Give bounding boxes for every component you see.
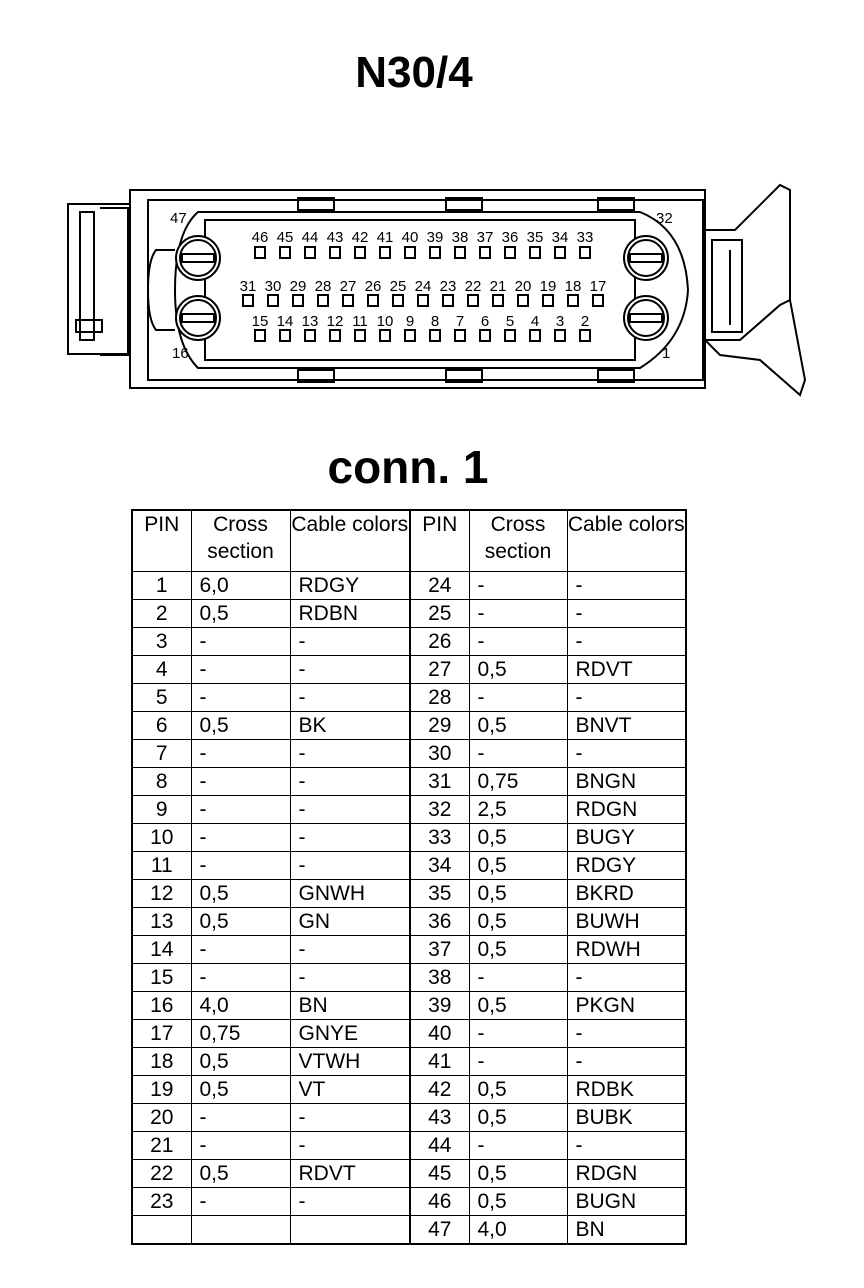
pin-contact xyxy=(330,330,340,341)
cell-cable-color: RDGY xyxy=(567,852,686,880)
table-row xyxy=(132,712,686,740)
cell-cable-color: RDGN xyxy=(567,796,686,824)
pin-contact xyxy=(430,330,440,341)
cell-cross-section: - xyxy=(469,684,567,712)
table-row xyxy=(132,684,686,712)
cell-cable-color: - xyxy=(567,1132,686,1160)
table-row xyxy=(132,1160,686,1188)
cell-cross-section: 0,5 xyxy=(469,824,567,852)
header-cable-colors: Cable colors xyxy=(567,510,686,572)
cell-cable-color: GNYE xyxy=(290,1020,410,1048)
cell-cross-section xyxy=(191,1216,290,1245)
pin-number-label: 12 xyxy=(326,313,344,330)
pin-contact xyxy=(393,295,403,306)
cell-pin xyxy=(132,1216,191,1245)
cell-pin: 26 xyxy=(410,628,469,656)
header-cross-section: Cross section xyxy=(469,510,567,572)
pin-contact xyxy=(380,247,390,258)
pin-number-label: 27 xyxy=(339,278,357,295)
cell-cable-color: - xyxy=(290,796,410,824)
table-row xyxy=(132,992,686,1020)
cell-pin: 23 xyxy=(132,1188,191,1216)
cell-cable-color: BNGN xyxy=(567,768,686,796)
pin-number-label: 38 xyxy=(451,229,469,246)
header-cable-colors: Cable colors xyxy=(290,510,410,572)
cell-cable-color: - xyxy=(567,964,686,992)
pin-number-label: 40 xyxy=(401,229,419,246)
cell-cross-section: 0,5 xyxy=(469,712,567,740)
cell-pin: 10 xyxy=(132,824,191,852)
cell-pin: 28 xyxy=(410,684,469,712)
cell-cable-color: - xyxy=(290,964,410,992)
cell-cross-section: 4,0 xyxy=(191,992,290,1020)
cell-pin: 12 xyxy=(132,880,191,908)
corner-label-1: 1 xyxy=(662,345,671,362)
cell-cable-color: - xyxy=(290,1104,410,1132)
pin-number-label: 28 xyxy=(314,278,332,295)
cell-cable-color: - xyxy=(290,656,410,684)
pin-contact xyxy=(443,295,453,306)
cell-cross-section: - xyxy=(191,1132,290,1160)
cell-pin: 7 xyxy=(132,740,191,768)
cell-pin: 6 xyxy=(132,712,191,740)
pin-number-label: 37 xyxy=(476,229,494,246)
table-row xyxy=(132,796,686,824)
cell-pin: 32 xyxy=(410,796,469,824)
cell-cable-color: - xyxy=(567,740,686,768)
cell-cable-color: - xyxy=(290,1132,410,1160)
cell-cross-section: - xyxy=(469,600,567,628)
cell-cable-color: BUGN xyxy=(567,1188,686,1216)
cell-cable-color: - xyxy=(567,1048,686,1076)
cell-pin: 8 xyxy=(132,768,191,796)
cell-cross-section: 0,5 xyxy=(191,908,290,936)
pin-number-label: 17 xyxy=(589,278,607,295)
cell-cross-section: 6,0 xyxy=(191,572,290,600)
pin-contact xyxy=(305,247,315,258)
pin-number-label: 21 xyxy=(489,278,507,295)
cell-cable-color: BN xyxy=(567,1216,686,1245)
pin-number-label: 29 xyxy=(289,278,307,295)
pin-number-label: 42 xyxy=(351,229,369,246)
pin-contact xyxy=(430,247,440,258)
pin-number-label: 35 xyxy=(526,229,544,246)
cell-pin: 18 xyxy=(132,1048,191,1076)
pin-contact xyxy=(255,330,265,341)
cell-cross-section: - xyxy=(191,796,290,824)
cell-cable-color: RDGY xyxy=(290,572,410,600)
pin-contact xyxy=(255,247,265,258)
cell-cable-color: - xyxy=(567,628,686,656)
cell-cable-color: RDBK xyxy=(567,1076,686,1104)
cell-cable-color: VT xyxy=(290,1076,410,1104)
cell-cross-section: 0,5 xyxy=(191,1076,290,1104)
header-pin: PIN xyxy=(410,510,469,572)
pin-contact xyxy=(568,295,578,306)
table-row xyxy=(132,936,686,964)
cell-cable-color: PKGN xyxy=(567,992,686,1020)
cell-pin: 39 xyxy=(410,992,469,1020)
pin-contact xyxy=(468,295,478,306)
cell-cross-section: - xyxy=(469,572,567,600)
pin-contact xyxy=(580,247,590,258)
pin-contact xyxy=(543,295,553,306)
cell-cable-color: RDVT xyxy=(290,1160,410,1188)
pin-contact xyxy=(480,330,490,341)
pin-number-label: 26 xyxy=(364,278,382,295)
pin-number-label: 6 xyxy=(480,313,490,330)
pin-number-label: 13 xyxy=(301,313,319,330)
pin-number-label: 34 xyxy=(551,229,569,246)
cell-pin: 17 xyxy=(132,1020,191,1048)
pin-contact xyxy=(493,295,503,306)
header-pin: PIN xyxy=(132,510,191,572)
pin-contact xyxy=(530,330,540,341)
cell-cross-section: - xyxy=(469,740,567,768)
cell-cross-section: 0,5 xyxy=(469,936,567,964)
corner-label-32: 32 xyxy=(656,210,673,227)
pin-number-label: 8 xyxy=(430,313,440,330)
cell-cable-color: BUBK xyxy=(567,1104,686,1132)
cell-pin: 4 xyxy=(132,656,191,684)
pin-number-label: 45 xyxy=(276,229,294,246)
cell-cable-color: RDGN xyxy=(567,1160,686,1188)
cell-pin: 45 xyxy=(410,1160,469,1188)
pin-contact xyxy=(305,330,315,341)
cell-cross-section: 0,5 xyxy=(191,1160,290,1188)
pin-contact xyxy=(280,330,290,341)
cell-pin: 19 xyxy=(132,1076,191,1104)
pin-number-label: 2 xyxy=(580,313,590,330)
cell-cross-section: - xyxy=(469,964,567,992)
pin-contact xyxy=(405,247,415,258)
pin-number-label: 15 xyxy=(251,313,269,330)
pin-contact xyxy=(380,330,390,341)
table-row xyxy=(132,964,686,992)
pin-number-label: 31 xyxy=(239,278,257,295)
cell-pin: 36 xyxy=(410,908,469,936)
cell-cable-color xyxy=(290,1216,410,1245)
pin-contact xyxy=(455,247,465,258)
cell-pin: 31 xyxy=(410,768,469,796)
pin-contact xyxy=(455,330,465,341)
cell-cross-section: - xyxy=(191,656,290,684)
corner-label-16: 16 xyxy=(172,345,189,362)
cell-cable-color: BN xyxy=(290,992,410,1020)
cell-cable-color: RDBN xyxy=(290,600,410,628)
cell-pin: 1 xyxy=(132,572,191,600)
cell-cable-color: - xyxy=(290,684,410,712)
cell-cable-color: - xyxy=(290,628,410,656)
cell-cross-section: 0,5 xyxy=(469,992,567,1020)
table-row xyxy=(132,768,686,796)
cell-cross-section: - xyxy=(469,1132,567,1160)
cell-cross-section: - xyxy=(191,936,290,964)
cell-cross-section: 0,5 xyxy=(469,656,567,684)
table-row xyxy=(132,852,686,880)
pin-number-label: 19 xyxy=(539,278,557,295)
pin-number-label: 11 xyxy=(352,313,368,330)
pin-contact xyxy=(505,247,515,258)
pin-contact xyxy=(593,295,603,306)
cell-pin: 38 xyxy=(410,964,469,992)
header-cross-section: Cross section xyxy=(191,510,290,572)
cell-cross-section: 0,75 xyxy=(469,768,567,796)
cell-cross-section: - xyxy=(191,628,290,656)
cell-cable-color: BUWH xyxy=(567,908,686,936)
cell-cross-section: 0,5 xyxy=(191,1048,290,1076)
table-row xyxy=(132,600,686,628)
cell-cross-section: 0,75 xyxy=(191,1020,290,1048)
cell-pin: 2 xyxy=(132,600,191,628)
pin-number-label: 25 xyxy=(389,278,407,295)
cell-pin: 43 xyxy=(410,1104,469,1132)
pin-contact xyxy=(368,295,378,306)
cell-pin: 5 xyxy=(132,684,191,712)
pin-number-label: 43 xyxy=(326,229,344,246)
cell-cross-section: - xyxy=(191,1188,290,1216)
table-row xyxy=(132,824,686,852)
table-row xyxy=(132,1216,686,1245)
table-row xyxy=(132,1020,686,1048)
cell-cross-section: 0,5 xyxy=(469,880,567,908)
cell-pin: 16 xyxy=(132,992,191,1020)
cell-pin: 25 xyxy=(410,600,469,628)
pin-contact xyxy=(355,247,365,258)
cell-pin: 46 xyxy=(410,1188,469,1216)
cell-cable-color: GNWH xyxy=(290,880,410,908)
cell-cable-color: BNVT xyxy=(567,712,686,740)
cell-cable-color: - xyxy=(290,852,410,880)
cell-pin: 37 xyxy=(410,936,469,964)
cell-pin: 35 xyxy=(410,880,469,908)
pin-number-label: 18 xyxy=(564,278,582,295)
pin-number-label: 5 xyxy=(505,313,515,330)
table-row xyxy=(132,656,686,684)
cell-pin: 3 xyxy=(132,628,191,656)
cell-pin: 29 xyxy=(410,712,469,740)
pin-contact xyxy=(555,330,565,341)
pin-contact xyxy=(280,247,290,258)
cell-cross-section: 2,5 xyxy=(469,796,567,824)
pin-contact xyxy=(268,295,278,306)
cell-pin: 9 xyxy=(132,796,191,824)
cell-cable-color: RDVT xyxy=(567,656,686,684)
pin-contact xyxy=(518,295,528,306)
cell-pin: 14 xyxy=(132,936,191,964)
cell-pin: 44 xyxy=(410,1132,469,1160)
cell-cross-section: 0,5 xyxy=(469,1104,567,1132)
cell-pin: 13 xyxy=(132,908,191,936)
cell-cable-color: - xyxy=(290,740,410,768)
cell-pin: 34 xyxy=(410,852,469,880)
table-row xyxy=(132,1048,686,1076)
pin-contact xyxy=(418,295,428,306)
pin-number-label: 3 xyxy=(555,313,565,330)
connector-diagram xyxy=(0,180,864,405)
pin-number-label: 20 xyxy=(514,278,532,295)
pin-number-label: 7 xyxy=(455,313,465,330)
pin-number-label: 9 xyxy=(405,313,415,330)
cell-pin: 24 xyxy=(410,572,469,600)
table-row xyxy=(132,740,686,768)
table-header-row xyxy=(132,510,686,572)
cell-cable-color: - xyxy=(290,1188,410,1216)
pin-contact xyxy=(355,330,365,341)
cell-cross-section: - xyxy=(469,1048,567,1076)
cell-cable-color: BK xyxy=(290,712,410,740)
pin-contact xyxy=(505,330,515,341)
cell-cross-section: 0,5 xyxy=(191,712,290,740)
pin-number-label: 46 xyxy=(251,229,269,246)
cell-cross-section: 0,5 xyxy=(469,852,567,880)
pin-number-label: 14 xyxy=(276,313,294,330)
table-row xyxy=(132,880,686,908)
pin-contact xyxy=(555,247,565,258)
corner-label-47: 47 xyxy=(170,210,187,227)
cell-cross-section: - xyxy=(191,740,290,768)
page-title: N30/4 xyxy=(355,48,473,97)
pin-contact xyxy=(330,247,340,258)
pin-number-label: 23 xyxy=(439,278,457,295)
cell-cross-section: - xyxy=(191,684,290,712)
cell-cross-section: - xyxy=(191,824,290,852)
cell-pin: 47 xyxy=(410,1216,469,1245)
cell-cable-color: BUGY xyxy=(567,824,686,852)
cell-pin: 11 xyxy=(132,852,191,880)
cell-pin: 27 xyxy=(410,656,469,684)
cell-cross-section: - xyxy=(191,964,290,992)
pin-contact xyxy=(405,330,415,341)
pin-number-label: 39 xyxy=(426,229,444,246)
cell-pin: 21 xyxy=(132,1132,191,1160)
cell-cross-section: 0,5 xyxy=(469,1188,567,1216)
cell-cable-color: - xyxy=(567,600,686,628)
pin-contact xyxy=(480,247,490,258)
pin-number-label: 44 xyxy=(301,229,319,246)
connector-label: conn. 1 xyxy=(327,441,489,493)
pin-number-label: 41 xyxy=(376,229,394,246)
pin-contact xyxy=(530,247,540,258)
cell-cross-section: - xyxy=(469,628,567,656)
pin-number-label: 24 xyxy=(414,278,432,295)
table-row xyxy=(132,628,686,656)
cell-cable-color: - xyxy=(290,824,410,852)
cell-pin: 40 xyxy=(410,1020,469,1048)
cell-cross-section: - xyxy=(191,768,290,796)
cell-pin: 41 xyxy=(410,1048,469,1076)
cell-pin: 20 xyxy=(132,1104,191,1132)
cell-cable-color: BKRD xyxy=(567,880,686,908)
pin-contact xyxy=(293,295,303,306)
cell-cable-color: VTWH xyxy=(290,1048,410,1076)
cell-cable-color: - xyxy=(290,768,410,796)
pin-assignment-table xyxy=(131,509,687,1245)
table-row xyxy=(132,1132,686,1160)
pin-number-label: 30 xyxy=(264,278,282,295)
cell-pin: 30 xyxy=(410,740,469,768)
table-row xyxy=(132,1188,686,1216)
cell-cable-color: - xyxy=(567,572,686,600)
pin-number-label: 22 xyxy=(464,278,482,295)
pin-contact xyxy=(343,295,353,306)
pin-number-label: 4 xyxy=(530,313,540,330)
cell-cross-section: 0,5 xyxy=(469,1160,567,1188)
cell-cable-color: - xyxy=(567,1020,686,1048)
cell-cable-color: - xyxy=(567,684,686,712)
cell-cross-section: 0,5 xyxy=(469,1076,567,1104)
cell-cable-color: GN xyxy=(290,908,410,936)
cell-cross-section: - xyxy=(469,1020,567,1048)
pin-contact xyxy=(243,295,253,306)
cell-pin: 22 xyxy=(132,1160,191,1188)
cell-cross-section: 0,5 xyxy=(469,908,567,936)
pin-contact xyxy=(318,295,328,306)
cell-cross-section: 0,5 xyxy=(191,600,290,628)
cell-pin: 42 xyxy=(410,1076,469,1104)
cell-cross-section: 0,5 xyxy=(191,880,290,908)
cell-pin: 15 xyxy=(132,964,191,992)
cell-cross-section: - xyxy=(191,1104,290,1132)
cell-cross-section: 4,0 xyxy=(469,1216,567,1245)
pin-number-label: 36 xyxy=(501,229,519,246)
pin-contact xyxy=(580,330,590,341)
cell-cable-color: - xyxy=(290,936,410,964)
pin-number-label: 10 xyxy=(376,313,394,330)
cell-cross-section: - xyxy=(191,852,290,880)
pin-number-label: 33 xyxy=(576,229,594,246)
table-row xyxy=(132,1076,686,1104)
table-row xyxy=(132,1104,686,1132)
table-row xyxy=(132,908,686,936)
cell-cable-color: RDWH xyxy=(567,936,686,964)
cell-pin: 33 xyxy=(410,824,469,852)
table-row xyxy=(132,572,686,600)
